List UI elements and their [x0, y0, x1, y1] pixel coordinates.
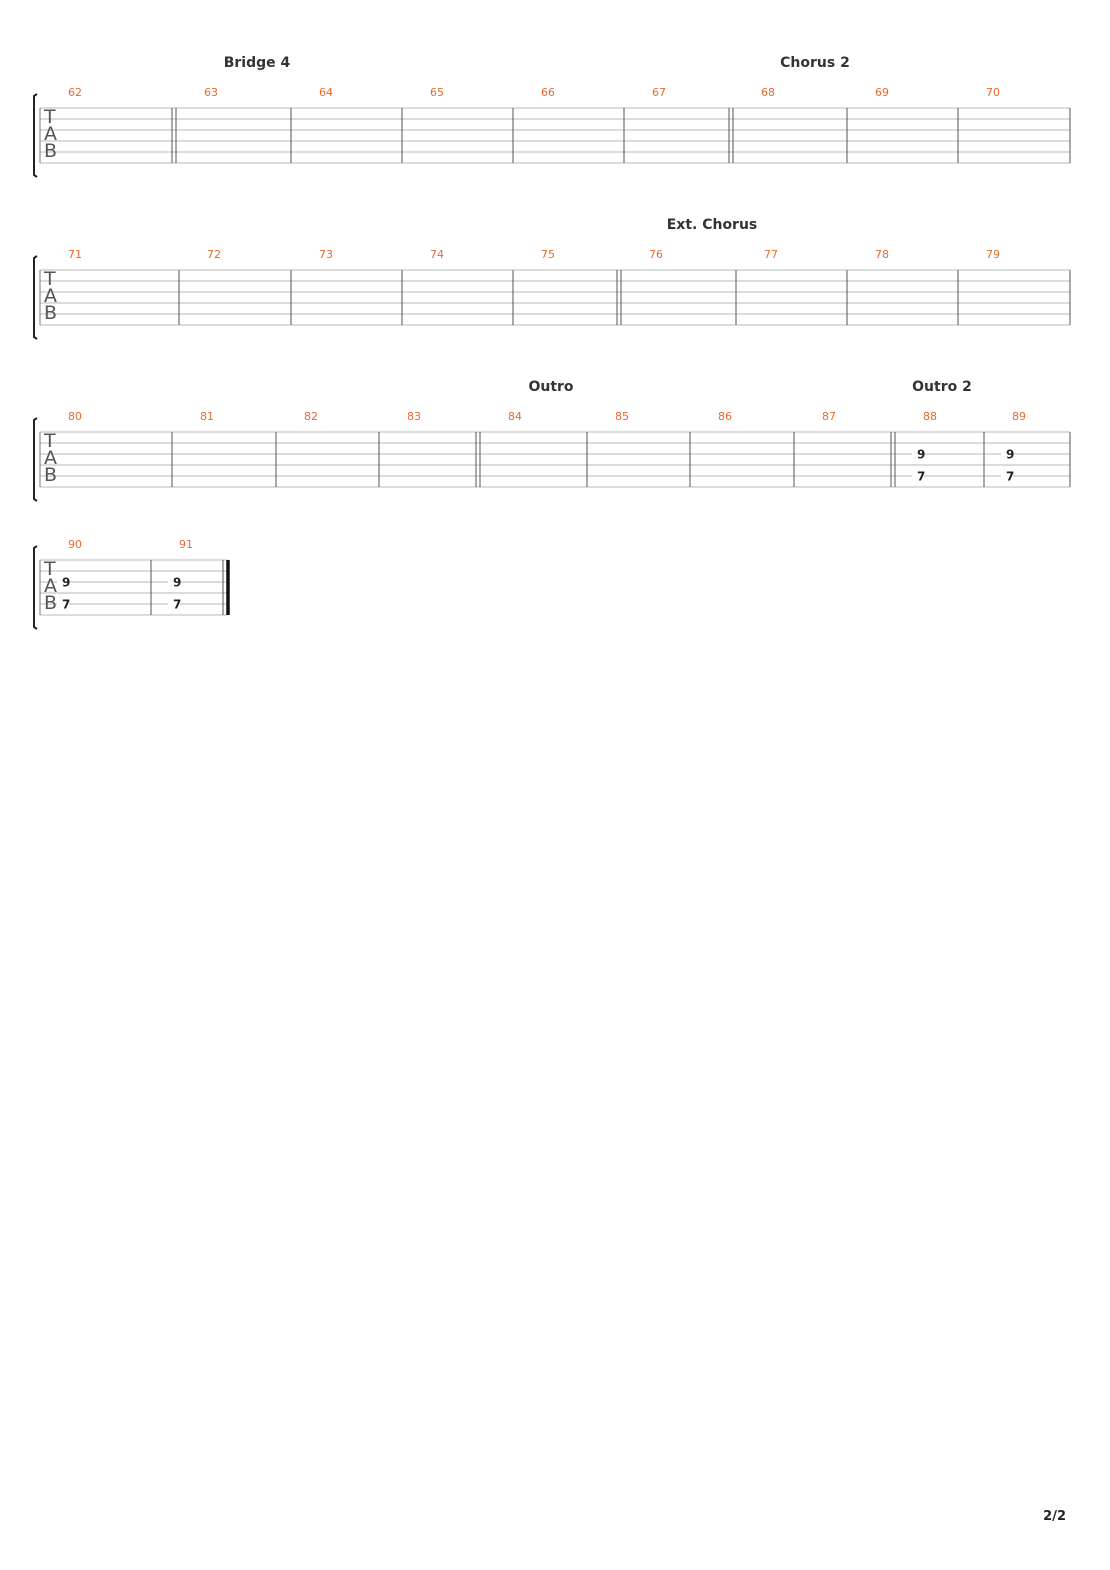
measure-number: 70	[986, 86, 1000, 99]
measure-number: 76	[649, 248, 663, 261]
section-label: Outro 2	[912, 379, 972, 395]
fret-number: 7	[917, 469, 926, 484]
tab-clef-letter: B	[44, 592, 58, 614]
measure-number: 74	[430, 248, 444, 261]
measure-number: 71	[68, 248, 82, 261]
measure-number: 65	[430, 86, 444, 99]
tab-clef-letter: B	[44, 140, 58, 162]
measure-number: 89	[1012, 410, 1026, 423]
section-label: Chorus 2	[780, 55, 850, 71]
system-bracket	[34, 256, 37, 339]
measure-number: 86	[718, 410, 732, 423]
measure-number: 83	[407, 410, 421, 423]
measure-number: 75	[541, 248, 555, 261]
section-label: Bridge 4	[223, 55, 291, 71]
fret-number: 9	[173, 575, 182, 590]
measure-number: 66	[541, 86, 555, 99]
tab-clef-letter: A	[44, 123, 57, 145]
measure-number: 91	[179, 538, 193, 551]
tab-clef-letter: T	[44, 106, 56, 128]
tab-clef-letter: A	[44, 285, 57, 307]
system-bracket	[34, 546, 37, 629]
measure-number: 73	[319, 248, 333, 261]
measure-number: 63	[204, 86, 218, 99]
measure-number: 84	[508, 410, 522, 423]
measure-number: 64	[319, 86, 333, 99]
measure-number: 81	[200, 410, 214, 423]
fret-number: 7	[62, 597, 71, 612]
measure-number: 77	[764, 248, 778, 261]
section-label: Ext. Chorus	[666, 217, 758, 233]
measure-number: 80	[68, 410, 82, 423]
measure-number: 62	[68, 86, 82, 99]
fret-number: 9	[62, 575, 71, 590]
measure-number: 87	[822, 410, 836, 423]
tab-clef-letter: T	[44, 430, 56, 452]
tab-clef-letter: A	[44, 575, 57, 597]
measure-number: 79	[986, 248, 1000, 261]
tab-clef-letter: T	[44, 558, 56, 580]
fret-number: 9	[917, 447, 926, 462]
measure-number: 78	[875, 248, 889, 261]
measure-number: 90	[68, 538, 82, 551]
fret-number: 9	[1006, 447, 1015, 462]
measure-number: 88	[923, 410, 937, 423]
section-label: Outro	[528, 379, 574, 395]
tab-clef-letter: B	[44, 302, 58, 324]
system-bracket	[34, 418, 37, 501]
fret-number: 7	[1006, 469, 1015, 484]
fret-number: 7	[173, 597, 182, 612]
measure-number: 82	[304, 410, 318, 423]
tab-clef-letter: B	[44, 464, 58, 486]
system-bracket	[34, 94, 37, 177]
measure-number: 67	[652, 86, 666, 99]
page-number: 2/2	[1043, 1509, 1066, 1524]
measure-number: 85	[615, 410, 629, 423]
measure-number: 69	[875, 86, 889, 99]
measure-number: 72	[207, 248, 221, 261]
tab-clef-letter: A	[44, 447, 57, 469]
tab-clef-letter: T	[44, 268, 56, 290]
measure-number: 68	[761, 86, 775, 99]
